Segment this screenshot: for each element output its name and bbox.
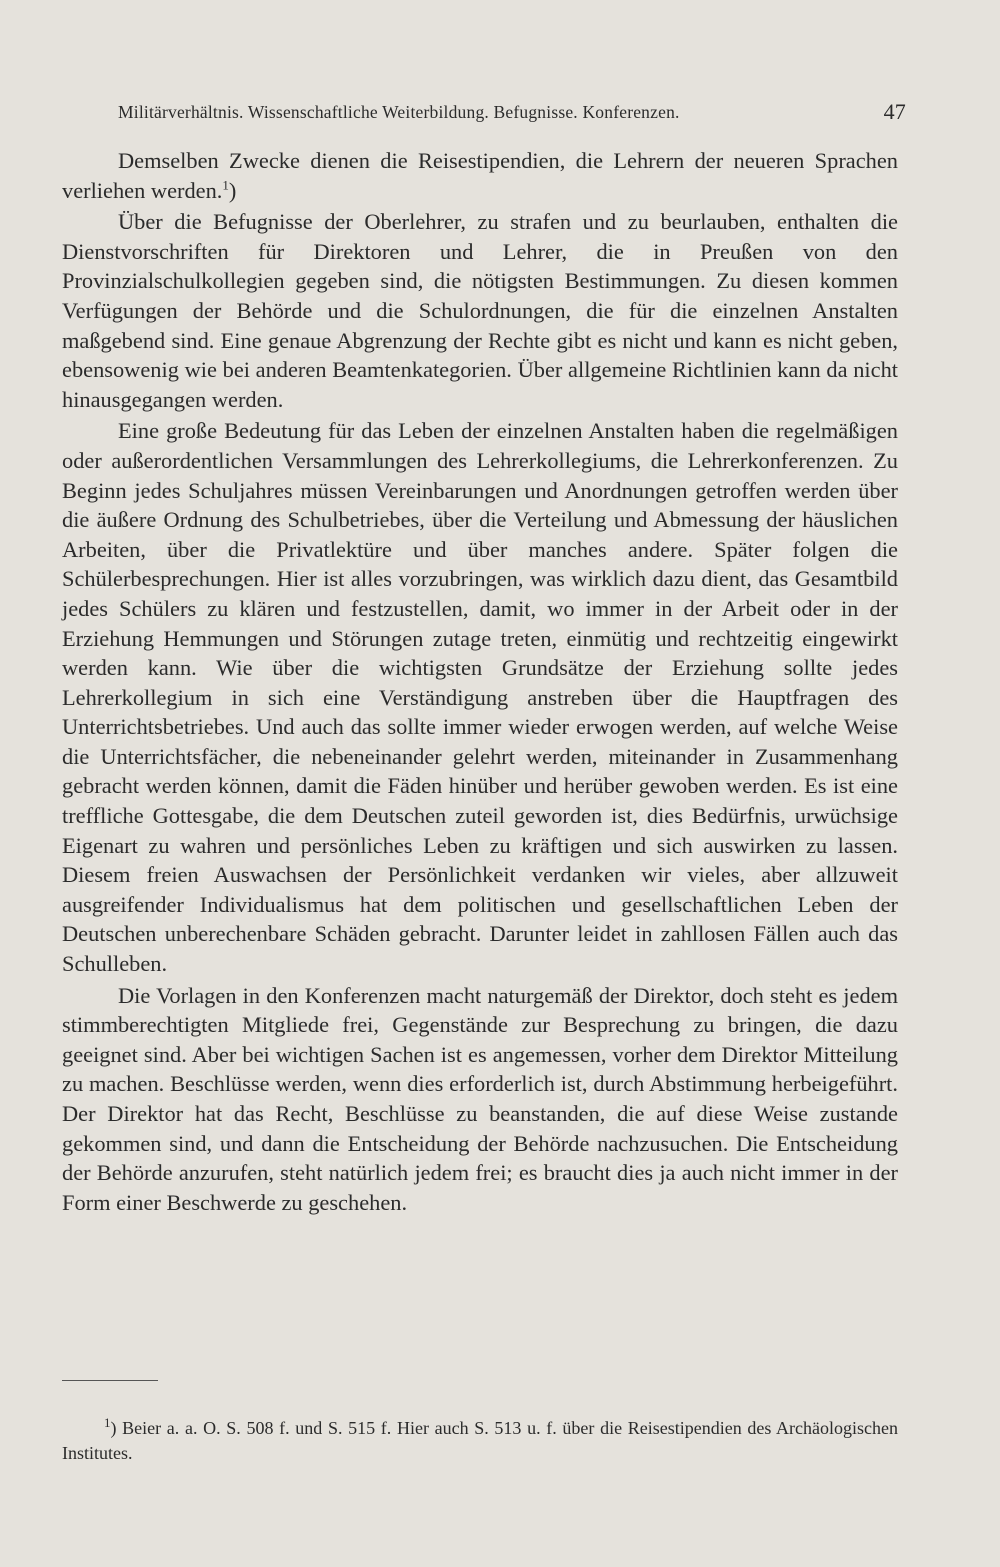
paragraph-1 [62,146,898,205]
page-number: 47 [883,99,906,124]
paragraph-1-text: Demselben Zwecke dienen die Reisestipendien, die Lehrern der neueren Sprachen verliehen werden. [62,148,898,203]
footnote-text: Beier a. a. O. S. 508 f. und S. 515 f. Hier auch S. 513 u. f. über die Reisestipendien des Archäologischen Institutes. [62,1418,898,1463]
paragraph-3: Eine große Bedeutung für das Leben der einzelnen Anstalten haben die regelmäßigen oder außerordentlichen Versammlungen des Lehrerkollegiums, die Lehrerkonferenzen. Zu Beginn jedes Schuljahres müssen Vereinbarungen und Anordnungen getroffen werden über die äußere Ordnung des Schulbetriebes, über die Verteilung und Abmessung der häuslichen Arbeiten, über die Privatlektüre und über manches andere. Später folgen die Schülerbesprechungen. Hier ist alles vorzubringen, was wirklich dazu dient, das Gesamtbild jedes Schülers zu klären und festzustellen, damit, wo immer in der Arbeit oder in der Erziehung Hemmungen und Störungen zutage treten, einmütig und rechtzeitig eingewirkt werden kann. Wie über die wichtigsten Grundsätze der Erziehung sollte jedes Lehrerkollegium in sich eine Verständigung anstreben über die Hauptfragen des Unterrichtsbetriebes. Und auch das sollte immer wieder erwogen werden, auf welche Weise die Unterrichtsfächer, die nebeneinander gelehrt werden, miteinander in Zusammenhang gebracht werden können, damit die Fäden hinüber und herüber gewoben werden. Es ist eine treffliche Gottesgabe, die dem Deutschen zuteil geworden ist, dies Bedürfnis, urwüchsige Eigenart zu wahren und persönliches Leben zu kräftigen und sich auswirken zu lassen. Diesem freien Auswachsen der Persönlichkeit verdanken wir vieles, aber allzuweit ausgreifender Individualismus hat dem politischen und gesellschaftlichen Leben der Deutschen unberechenbare Schäden gebracht. Darunter leidet in zahllosen Fällen auch das Schulleben. [62,418,898,977]
paragraph-2: Über die Befugnisse der Oberlehrer, zu strafen und zu beurlauben, enthalten die Dienstvorschriften für Direktoren und Lehrer, die in Preußen von den Provinzialschulkollegien gegeben sind, die nötigsten Bestimmungen. Zu diesen kommen Verfügungen der Behörde und die Schulordnungen, die für die einzelnen Anstalten maßgebend sind. Eine genaue Abgrenzung der Rechte gibt es nicht und kann es nicht geben, ebensowenig wie bei anderen Beamtenkategorien. Über allgemeine Richtlinien kann da nicht hinausgegangen werden. [62,209,898,412]
footnote-marker: 1 [104,1415,111,1430]
footnote-divider [62,1380,158,1381]
footnote-reference-paren: ) [228,177,237,203]
footnote [62,1416,898,1466]
paragraph-4: Die Vorlagen in den Konferenzen macht naturgemäß der Direktor, doch steht es jedem stimmberechtigten Mitgliede frei, Gegenstände zur Besprechung zu bringen, die dazu geeignet sind. Aber bei wichtigen Sachen ist es angemessen, vorher dem Direktor Mitteilung zu machen. Beschlüsse werden, wenn dies erforderlich ist, durch Abstimmung herbeigeführt. Der Direktor hat das Recht, Beschlüsse zu beanstanden, die auf diese Weise zustande gekommen sind, und dann die Entscheidung der Behörde nachzusuchen. Die Entscheidung der Behörde anzurufen, steht natürlich jedem frei; es braucht dies ja auch nicht immer in der Form einer Beschwerde zu geschehen. [62,982,898,1215]
running-title: Militärverhältnis. Wissenschaftliche Weiterbildung. Befugnisse. Konferenzen. [118,102,680,122]
footnote-marker-paren: ) [110,1418,117,1438]
body-text [62,146,898,1217]
footnote-reference: 1 [222,177,229,193]
running-header [118,99,906,124]
